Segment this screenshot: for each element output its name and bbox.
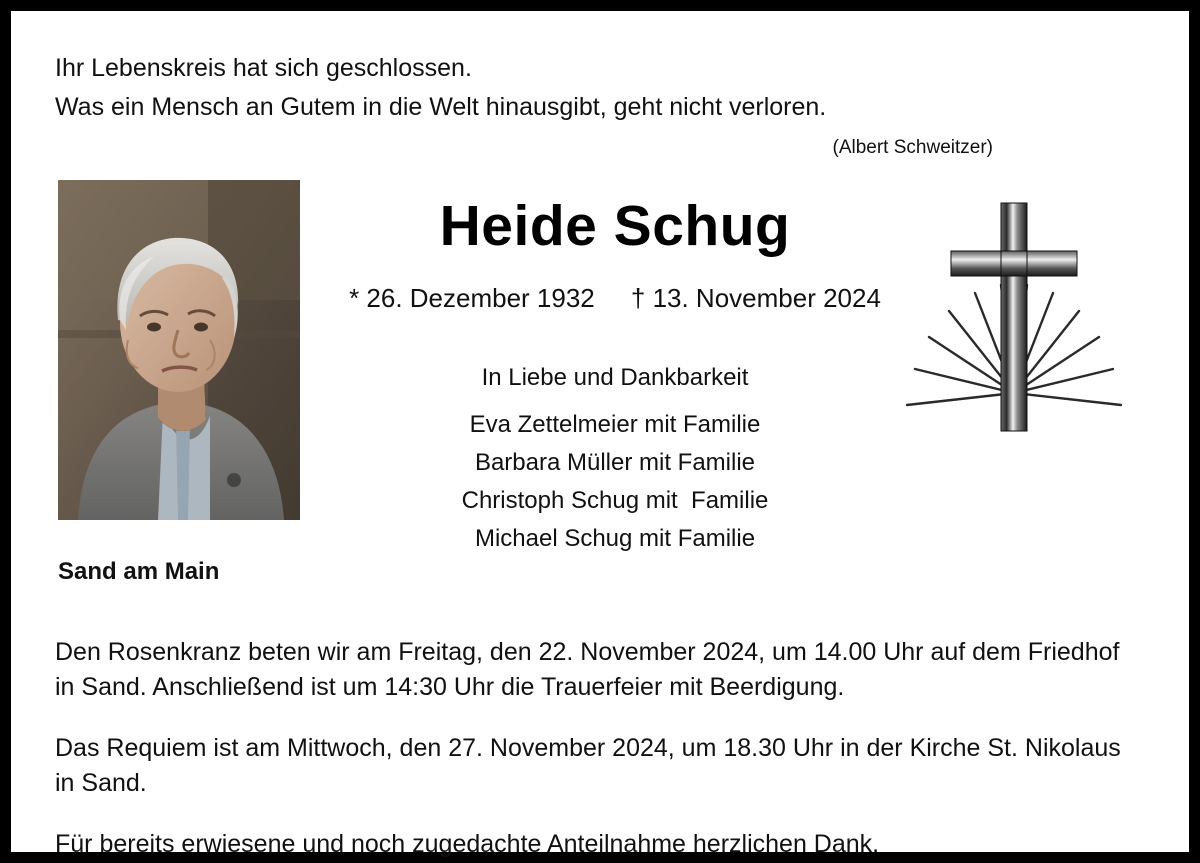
mourners-list [305,406,925,558]
arrangement-paragraph-3: Für bereits erwiesene und noch zugedachte Anteilnahme herzlichen Dank. [55,830,880,858]
dedication-text: In Liebe und Dankbarkeit [481,364,749,391]
list-item: Michael Schug mit Familie [474,525,756,552]
list-item: Barbara Müller mit Familie [474,449,756,476]
obituary-inner [11,11,1189,858]
life-dates: * 26. Dezember 1932 † 13. November 2024 [349,283,881,313]
quote-author: (Albert Schweitzer) [832,137,993,158]
arrangement-paragraph-2: Das Requiem ist am Mittwoch, den 27. November 2024, um 18.30 Uhr in der Kirche St. Nikolaus in Sand. [55,734,1121,797]
cross-with-rays-icon [889,193,1139,453]
quote-line-1: Ihr Lebenskreis hat sich geschlossen. [55,54,472,82]
quote-block [55,49,1145,159]
arrangements-section [55,635,1145,862]
cross-graphic [889,193,1139,453]
list-item: Eva Zettelmeier mit Familie [469,411,761,438]
arrangement-paragraph-1: Den Rosenkranz beten wir am Freitag, den 22. November 2024, um 14.00 Uhr auf dem Friedhof in Sand. Anschließend ist um 14:30 Uhr die Trauerfeier mit Beerdigung. [55,638,1120,701]
portrait-photo [58,180,300,520]
quote-line-2: Was ein Mensch an Gutem in die Welt hinausgibt, geht nicht verloren. [55,93,827,121]
place-label: Sand am Main [58,558,220,585]
center-block [305,173,925,558]
portrait-image [58,180,300,520]
middle-section [55,173,1145,585]
deceased-name: Heide Schug [439,194,791,258]
list-item: Christoph Schug mit Familie [461,487,769,514]
